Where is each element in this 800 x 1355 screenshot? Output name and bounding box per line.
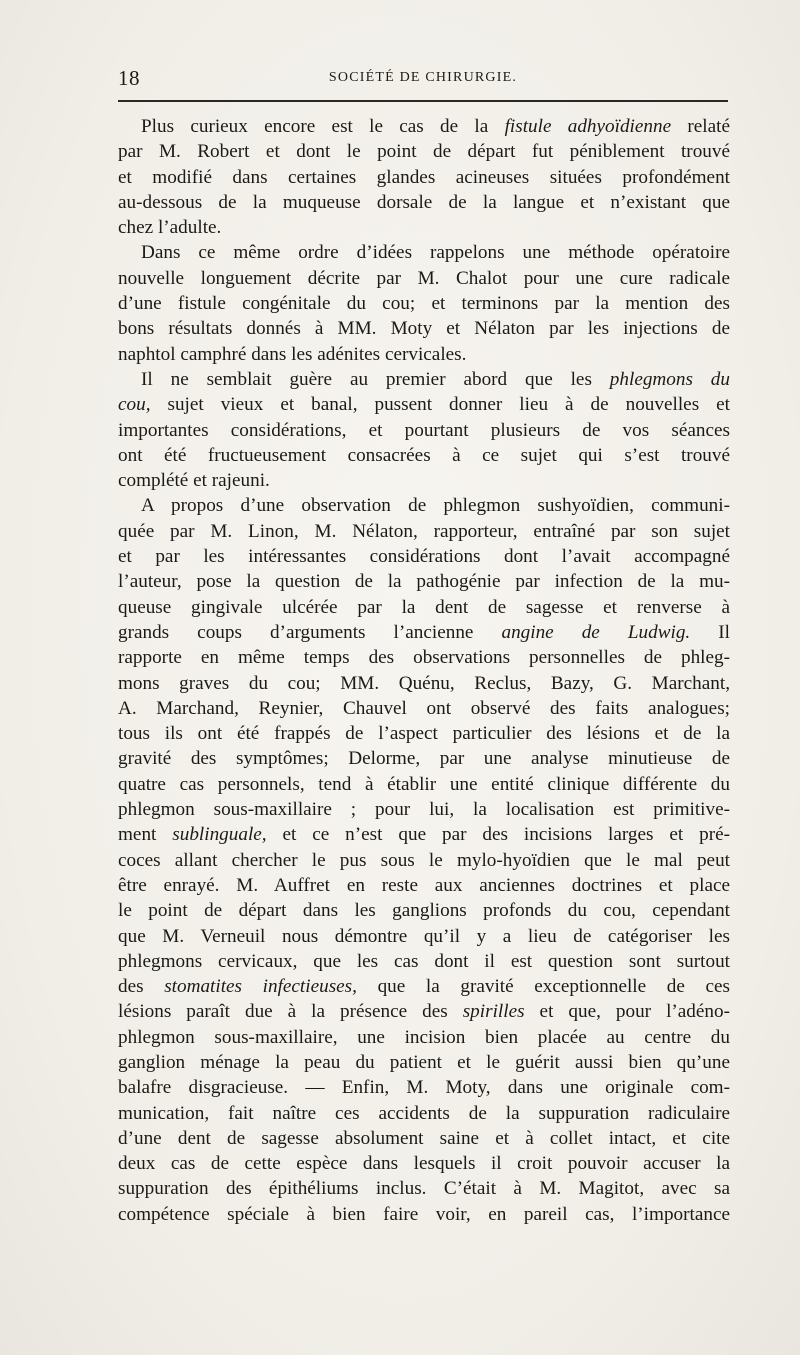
text-line (118, 595, 730, 620)
text-line (118, 1101, 730, 1126)
text-line (118, 240, 730, 265)
text-line (118, 392, 730, 417)
text-segment: balafre disgracieuse. — Enfin, M. Moty, dans une originale com- (118, 1077, 730, 1099)
text-line (118, 848, 730, 873)
text-segment: que M. Verneuil nous démontre qu’il y a lieu de catégoriser les (118, 925, 730, 947)
text-line (118, 949, 730, 974)
text-segment: Il (690, 621, 730, 643)
text-line (118, 873, 730, 898)
text-segment: relaté (671, 116, 730, 137)
text-line (118, 645, 730, 670)
text-segment: l’auteur, pose la question de la pathogénie par infection de la mu- (118, 571, 730, 593)
text-line (118, 493, 730, 518)
text-segment: au-dessous de la muqueuse dorsale de la langue et n’existant que (118, 191, 730, 213)
text-line (118, 797, 730, 822)
text-line (118, 316, 730, 341)
text-segment: complété et rajeuni. (118, 470, 270, 492)
text-line (118, 1176, 730, 1201)
text-line (118, 291, 730, 316)
text-segment: phlegmon sous-maxillaire, une incision bien placée au centre du (118, 1026, 730, 1048)
text-segment: être enrayé. M. Auffret en reste aux anciennes doctrines et place (118, 874, 730, 896)
text-line (118, 114, 730, 139)
text-segment: ont été fructueusement consacrées à ce sujet qui s’est trouvé (118, 444, 730, 466)
running-head: SOCIÉTÉ DE CHIRURGIE. (328, 70, 518, 85)
text-segment: et ce n’est que par des incisions larges et pré- (266, 824, 730, 846)
text-line (118, 1151, 730, 1176)
text-segment: grands coups d’arguments l’ancienne (118, 621, 502, 643)
text-line (118, 696, 730, 721)
text-line (118, 190, 730, 215)
text-line (118, 165, 730, 190)
text-segment: ganglion ménage la peau du patient et le guérit aussi bien qu’une (118, 1051, 730, 1073)
text-line (118, 367, 730, 392)
italic-text: phlegmons du (609, 368, 730, 390)
text-line (118, 468, 730, 493)
text-segment: et modifié dans certaines glandes acineuses situées profondément (118, 166, 730, 188)
text-line (118, 620, 730, 645)
text-segment: Dans ce même ordre d’idées rappelons une méthode opératoire (141, 242, 730, 264)
text-line (118, 215, 730, 240)
text-segment: ment (118, 824, 173, 846)
text-segment: queuse gingivale ulcérée par la dent de sagesse et renverse à (118, 596, 730, 618)
italic-text: sublinguale, (172, 824, 267, 846)
text-segment: et par les intéressantes considérations dont l’avait accompagné (118, 546, 730, 568)
text-segment: A propos d’une observation de phlegmon sushyoïdien, communi- (141, 495, 730, 517)
text-line (118, 999, 730, 1024)
text-segment: phlegmon sous-maxillaire ; pour lui, la localisation est primitive- (118, 799, 730, 821)
header-rule (118, 100, 728, 102)
text-segment: par M. Robert et dont le point de départ fut péniblement trouvé (118, 141, 730, 163)
text-line (118, 1126, 730, 1151)
text-segment: quée par M. Linon, M. Nélaton, rapporteur, entraîné par son sujet (118, 520, 730, 542)
text-segment: d’une dent de sagesse absolument saine et à collet intact, et cite (118, 1127, 730, 1149)
page-number: 18 (118, 66, 140, 90)
text-segment: Il ne semblait guère au premier abord que les (141, 368, 610, 390)
paragraph (118, 493, 730, 1227)
text-line (118, 1075, 730, 1100)
text-line (118, 1025, 730, 1050)
text-line (118, 139, 730, 164)
text-line (118, 822, 730, 847)
text-segment: d’une fistule congénitale du cou; et terminons par la mention des (118, 293, 730, 315)
text-segment: gravité des symptômes; Delorme, par une analyse minutieuse de (118, 748, 730, 770)
text-line (118, 924, 730, 949)
text-line (118, 1202, 730, 1227)
text-line (118, 898, 730, 923)
text-segment: tous ils ont été frappés de l’aspect particulier des lésions et de la (118, 723, 730, 745)
text-segment: bons résultats donnés à MM. Moty et Nélaton par les injections de (118, 318, 730, 340)
text-line (118, 418, 730, 443)
text-segment: compétence spéciale à bien faire voir, en pareil cas, l’importance (118, 1203, 730, 1225)
page-header (118, 66, 728, 96)
italic-text: stomatites infectieuses, (164, 976, 357, 998)
text-segment: mons graves du cou; MM. Quénu, Reclus, Bazy, G. Marchant, (118, 672, 730, 694)
text-line (118, 721, 730, 746)
text-segment: nouvelle longuement décrite par M. Chalot pour une cure radicale (118, 267, 730, 289)
italic-text: fistule adhyoïdienne (504, 116, 672, 137)
text-line (118, 443, 730, 468)
italic-text: cou, (118, 394, 151, 416)
text-line (118, 569, 730, 594)
paragraph (118, 367, 730, 493)
text-line (118, 519, 730, 544)
text-segment: sujet vieux et banal, pussent donner lieu à de nouvelles et (150, 394, 730, 416)
text-segment: phlegmons cervicaux, que les cas dont il est question sont surtout (118, 950, 730, 972)
text-segment: deux cas de cette espèce dans lesquels il croit pouvoir accuser la (118, 1153, 730, 1175)
text-segment: Plus curieux encore est le cas de la (141, 116, 505, 137)
text-segment: des (118, 976, 165, 998)
text-segment: suppuration des épithéliums inclus. C’était à M. Magitot, avec sa (118, 1178, 730, 1200)
text-line (118, 266, 730, 291)
text-segment: rapporte en même temps des observations personnelles de phleg- (118, 647, 730, 669)
text-segment: chez l’adulte. (118, 217, 222, 239)
text-segment: A. Marchand, Reynier, Chauvel ont observé des faits analogues; (118, 697, 730, 719)
text-segment: le point de départ dans les ganglions profonds du cou, cependant (118, 900, 730, 922)
text-line (118, 1050, 730, 1075)
italic-text: angine de Ludwig. (501, 621, 691, 643)
text-segment: munication, fait naître ces accidents de la suppuration radiculaire (118, 1102, 730, 1124)
text-segment: lésions paraît due à la présence des (118, 1001, 463, 1023)
text-segment: que la gravité exceptionnelle de ces (356, 976, 730, 998)
text-line (118, 342, 730, 367)
text-segment: importantes considérations, et pourtant plusieurs de vos séances (118, 419, 730, 441)
text-line (118, 544, 730, 569)
italic-text: spirilles (462, 1001, 525, 1023)
text-segment: naphtol camphré dans les adénites cervicales. (118, 343, 467, 365)
text-line (118, 671, 730, 696)
paragraph (118, 240, 730, 366)
text-line (118, 746, 730, 771)
paragraph (118, 114, 730, 240)
text-segment: quatre cas personnels, tend à établir une entité clinique différente du (118, 773, 730, 795)
text-line (118, 974, 730, 999)
body-text (118, 114, 730, 1227)
text-segment: coces allant chercher le pus sous le mylo-hyoïdien que le mal peut (118, 849, 730, 871)
text-line (118, 772, 730, 797)
text-segment: et que, pour l’adéno- (524, 1001, 730, 1023)
